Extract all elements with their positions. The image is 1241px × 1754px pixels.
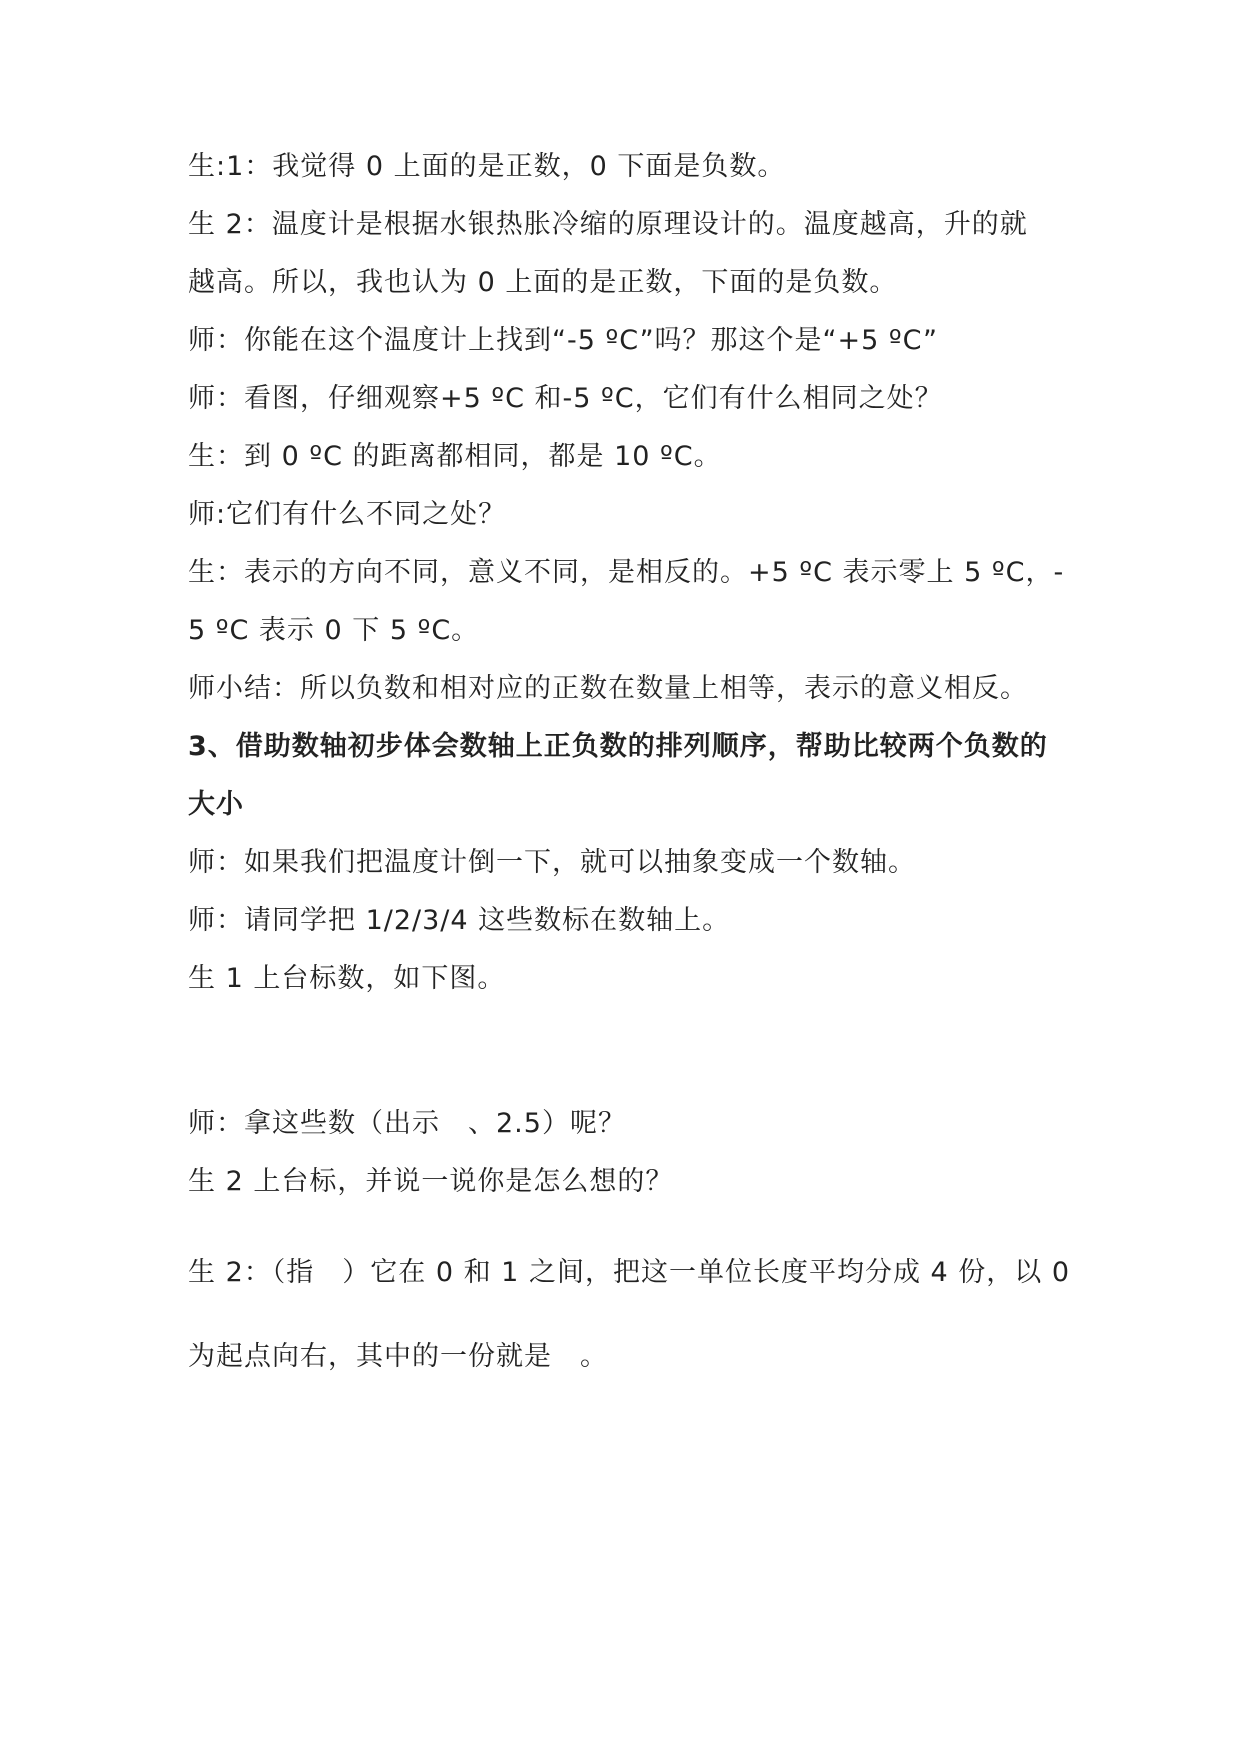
text-line: 师:它们有什么不同之处？ [188,499,507,530]
text-line: 师小结：所以负数和相对应的正数在数量上相等，表示的意义相反。 [188,673,1028,704]
text-line: 师：拿这些数（出示 、2.5）呢？ [188,1108,626,1139]
text-line: 师：请同学把 1/2/3/4 这些数标在数轴上。 [188,905,731,936]
text-line: 5 ºC 表示 0 下 5 ºC。 [188,615,480,646]
text-line: 师：看图，仔细观察+5 ºC 和-5 ºC，它们有什么相同之处？ [188,383,943,414]
text-line: 生 2：（指 ）它在 0 和 1 之间，把这一单位长度平均分成 4 份，以 0 [188,1257,1071,1288]
text-line: 生:1：我觉得 0 上面的是正数，0 下面是负数。 [188,151,786,182]
text-line: 生 1 上台标数，如下图。 [188,963,506,994]
text-line: 生 2：温度计是根据水银热胀冷缩的原理设计的。温度越高，升的就 [188,209,1028,240]
text-line: 生：表示的方向不同，意义不同，是相反的。+5 ºC 表示零上 5 ºC，- [188,557,1065,588]
text-line: 生 2 上台标，并说一说你是怎么想的？ [188,1166,674,1197]
text-line: 生：到 0 ºC 的距离都相同，都是 10 ºC。 [188,441,722,472]
text-line: 越高。所以，我也认为 0 上面的是正数，下面的是负数。 [188,267,898,298]
text-line: 为起点向右，其中的一份就是 。 [188,1341,608,1372]
section-heading-line: 3、借助数轴初步体会数轴上正负数的排列顺序，帮助比较两个负数的 [188,731,1048,762]
text-line: 师：如果我们把温度计倒一下，就可以抽象变成一个数轴。 [188,847,916,878]
text-line: 师：你能在这个温度计上找到“-5 ºC”吗？那这个是“+5 ºC” [188,325,938,356]
section-heading-line: 大小 [188,789,244,820]
